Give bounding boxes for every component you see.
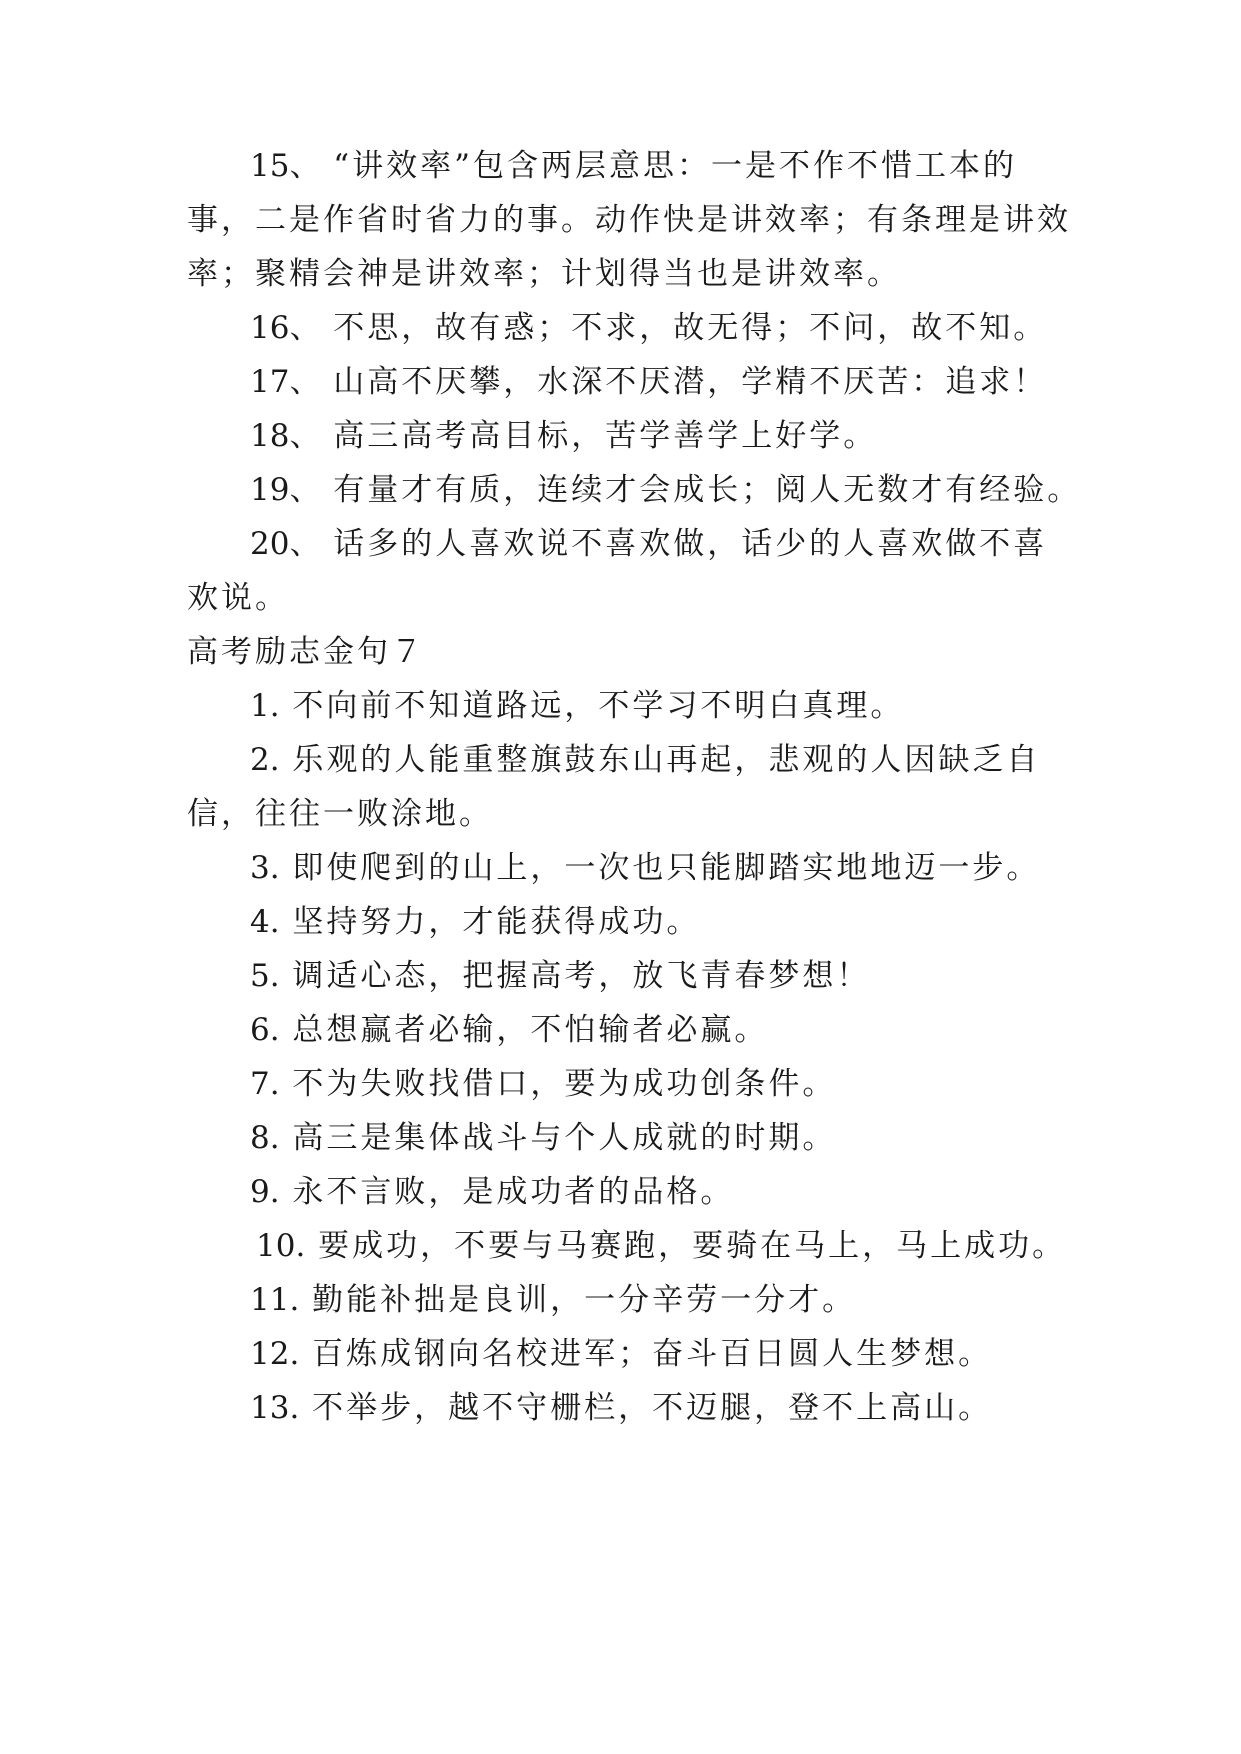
item-number: 7. — [250, 1066, 280, 1102]
item-text: 坚持努力，才能获得成功。 — [279, 904, 701, 940]
item-number: 12. — [250, 1336, 300, 1372]
item-text: 勤能补拙是良训，一分辛劳一分才。 — [299, 1282, 857, 1318]
item-text: 不为失败找借口，要为成功创条件。 — [279, 1066, 837, 1102]
item-number: 10. — [256, 1228, 306, 1264]
item-text: 欢说。 — [187, 580, 289, 616]
text-line-8 — [250, 1120, 836, 1156]
text-line-15-cont-2 — [187, 256, 901, 292]
item-text: 不思，故有惑；不求，故无得；不问，故不知。 — [320, 310, 1048, 346]
item-text: 高三高考高目标，苦学善学上好学。 — [320, 418, 878, 454]
item-text: 即使爬到的山上，一次也只能脚踏实地地迈一步。 — [279, 850, 1041, 886]
text-line-7 — [250, 1066, 836, 1102]
item-text: 高三是集体战斗与个人成就的时期。 — [279, 1120, 837, 1156]
item-number: 4. — [250, 904, 280, 940]
item-text: 山高不厌攀，水深不厌潜，学精不厌苦：追求！ — [320, 364, 1048, 400]
item-number: 18、 — [250, 418, 321, 454]
heading-text: 高考励志金句７ — [187, 634, 425, 670]
item-number: 20、 — [250, 526, 321, 562]
item-number: 11. — [250, 1282, 300, 1318]
item-number: 19、 — [250, 472, 321, 508]
item-text: 要成功，不要与马赛跑，要骑在马上，马上成功。 — [305, 1228, 1067, 1264]
text-line-5 — [250, 958, 870, 994]
item-number: 13. — [250, 1390, 300, 1426]
item-number: 17、 — [250, 364, 321, 400]
text-line-10 — [256, 1228, 1066, 1264]
text-line-20 — [250, 526, 1047, 562]
item-number: 15、 — [250, 148, 321, 184]
text-line-2 — [250, 742, 1040, 778]
item-text: 不向前不知道路远，不学习不明白真理。 — [279, 688, 905, 724]
text-line-17 — [250, 364, 1047, 400]
item-text: 事，二是作省时省力的事。动作快是讲效率；有条理是讲效 — [187, 202, 1071, 238]
item-number: 8. — [250, 1120, 280, 1156]
item-text: 总想赢者必输，不怕输者必赢。 — [279, 1012, 769, 1048]
item-text: 永不言败，是成功者的品格。 — [279, 1174, 735, 1210]
item-text: 不举步，越不守栅栏，不迈腿，登不上高山。 — [299, 1390, 993, 1426]
item-text: 信，往往一败涂地。 — [187, 796, 493, 832]
text-line-3 — [250, 850, 1040, 886]
text-line-1 — [250, 688, 904, 724]
text-line-18 — [250, 418, 877, 454]
text-line-6 — [250, 1012, 768, 1048]
item-text: 调适心态，把握高考，放飞青春梦想！ — [279, 958, 871, 994]
item-number: 3. — [250, 850, 280, 886]
item-text: “讲效率”包含两层意思：一是不作不惜工本的 — [320, 148, 1018, 184]
item-text: 率；聚精会神是讲效率；计划得当也是讲效率。 — [187, 256, 901, 292]
text-line-11 — [250, 1282, 856, 1318]
item-number: 16、 — [250, 310, 321, 346]
text-line-13 — [250, 1390, 992, 1426]
item-number: 1. — [250, 688, 280, 724]
text-line-16 — [250, 310, 1047, 346]
item-text: 话多的人喜欢说不喜欢做，话少的人喜欢做不喜 — [320, 526, 1048, 562]
text-line-20-cont — [187, 580, 289, 616]
item-number: 5. — [250, 958, 280, 994]
text-line-19 — [250, 472, 1081, 508]
item-text: 有量才有质，连续才会成长；阅人无数才有经验。 — [320, 472, 1082, 508]
text-line-15 — [250, 148, 1017, 184]
item-number: 9. — [250, 1174, 280, 1210]
text-line-12 — [250, 1336, 992, 1372]
item-number: 6. — [250, 1012, 280, 1048]
text-line-15-cont-1 — [187, 202, 1071, 238]
item-number: 2. — [250, 742, 280, 778]
item-text: 百炼成钢向名校进军；奋斗百日圆人生梦想。 — [299, 1336, 993, 1372]
text-line-9 — [250, 1174, 734, 1210]
text-line-4 — [250, 904, 700, 940]
section-heading — [187, 634, 425, 670]
text-line-2-cont — [187, 796, 493, 832]
item-text: 乐观的人能重整旗鼓东山再起，悲观的人因缺乏自 — [279, 742, 1041, 778]
